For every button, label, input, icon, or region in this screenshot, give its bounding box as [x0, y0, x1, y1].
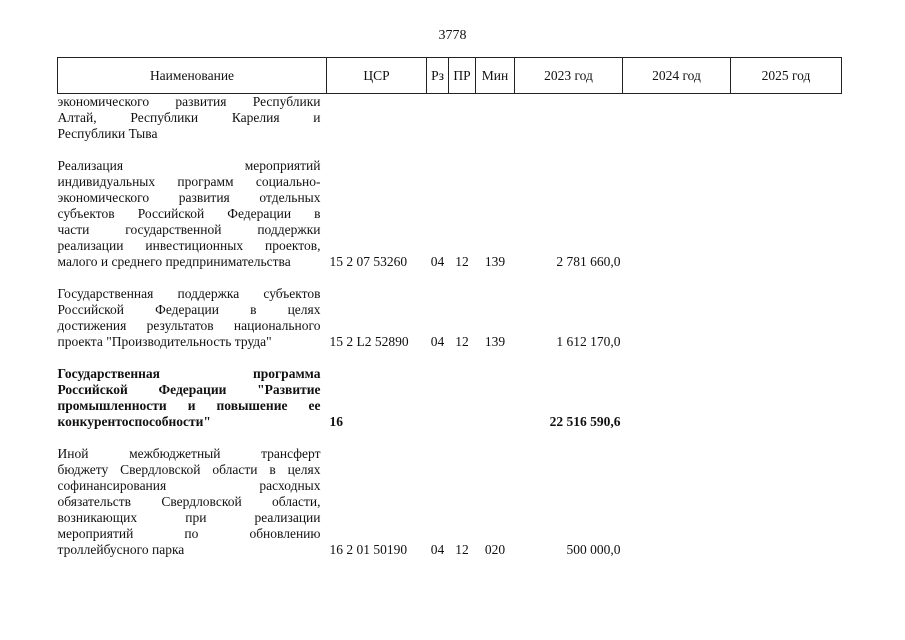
name-line: Алтай, Республики Карелия и — [57, 110, 321, 125]
table-cell-csr: 16 2 01 50190 — [329, 542, 408, 557]
table-cell-2023: 1 612 170,0 — [556, 334, 621, 349]
header-pr: ПР — [449, 58, 476, 94]
name-line: Иной межбюджетный трансферт — [57, 446, 321, 461]
row-spacer-cell — [58, 350, 842, 366]
name-line: Республики Тыва — [57, 126, 158, 141]
table-cell-name — [58, 286, 327, 350]
table-cell-2024 — [623, 446, 731, 558]
name-line: обязательств Свердловской области, — [57, 494, 321, 509]
page-number: 3778 — [438, 28, 467, 43]
name-line: мероприятий по обновлению — [57, 526, 321, 541]
name-line: проекта "Производительность труда" — [57, 334, 272, 349]
table-cell-rz: 04 — [430, 254, 445, 269]
table-cell-rz: 04 — [430, 334, 445, 349]
table-cell-2025 — [731, 286, 842, 350]
table-cell-csr — [327, 94, 427, 143]
table-cell-pr — [449, 366, 476, 430]
name-line: реализации инвестиционных проектов, — [57, 238, 321, 253]
table-cell-2025 — [731, 158, 842, 270]
table-cell-2023: 500 000,0 — [566, 542, 621, 557]
table-cell-min — [476, 94, 515, 143]
table-cell-csr: 15 2 07 53260 — [329, 254, 408, 269]
table-cell-name — [58, 158, 327, 270]
table-cell-2023: 22 516 590,6 — [549, 414, 621, 429]
name-line: индивидуальных программ социально- — [57, 174, 321, 189]
table-header-row — [58, 58, 842, 94]
table-cell-rz — [427, 366, 449, 430]
table-cell-pr: 12 — [455, 542, 469, 557]
table-cell-2023 — [515, 94, 623, 143]
table-cell-rz — [427, 94, 449, 143]
name-line: конкурентоспособности" — [57, 414, 211, 429]
table-cell-min: 139 — [484, 334, 506, 349]
table-row — [58, 286, 842, 350]
table-cell-min: 139 — [484, 254, 506, 269]
name-line: Реализация мероприятий — [57, 158, 321, 173]
name-line: Государственная программа — [57, 366, 321, 381]
table-cell-2024 — [623, 366, 731, 430]
table-cell-min: 020 — [484, 542, 506, 557]
name-line: промышленности и повышение ее — [57, 398, 321, 413]
header-min: Мин — [476, 58, 515, 94]
name-line: субъектов Российской Федерации в — [57, 206, 321, 221]
header-rz: Рз — [427, 58, 449, 94]
name-line: Российской Федерации в целях — [57, 302, 321, 317]
table-cell-csr: 16 — [329, 414, 343, 429]
table-cell-2025 — [731, 366, 842, 430]
table-cell-pr: 12 — [455, 254, 469, 269]
table-cell-name — [58, 446, 327, 558]
table-cell-2024 — [623, 94, 731, 143]
header-2025: 2025 год — [731, 58, 842, 94]
table-row — [58, 446, 842, 558]
header-csr: ЦСР — [327, 58, 427, 94]
table-row — [58, 94, 842, 143]
name-line: бюджету Свердловской области в целях — [57, 462, 321, 477]
header-name: Наименование — [58, 58, 327, 94]
table-cell-2025 — [731, 94, 842, 143]
name-line: части государственной поддержки — [57, 222, 321, 237]
table-cell-rz: 04 — [430, 542, 445, 557]
table-row — [58, 366, 842, 430]
table-cell-2023: 2 781 660,0 — [556, 254, 621, 269]
row-spacer — [58, 350, 842, 366]
row-spacer — [58, 270, 842, 286]
name-line: Государственная поддержка субъектов — [57, 286, 321, 301]
row-spacer — [58, 430, 842, 446]
table-cell-min — [476, 366, 515, 430]
name-line: малого и среднего предпринимательства — [57, 254, 291, 269]
table-cell-name — [58, 366, 327, 430]
table-cell-csr: 15 2 L2 52890 — [329, 334, 409, 349]
name-line: экономического развития Республики — [57, 94, 321, 109]
row-spacer-cell — [58, 430, 842, 446]
row-spacer-cell — [58, 142, 842, 158]
table-cell-2024 — [623, 286, 731, 350]
row-spacer-cell — [58, 270, 842, 286]
name-line: Российской Федерации "Развитие — [57, 382, 321, 397]
table-body — [58, 94, 842, 559]
table-cell-pr — [449, 94, 476, 143]
table-cell-name — [58, 94, 327, 143]
table-cell-pr: 12 — [455, 334, 469, 349]
header-2023: 2023 год — [515, 58, 623, 94]
name-line: экономического развития отдельных — [57, 190, 321, 205]
name-line: достижения результатов национального — [57, 318, 321, 333]
name-line: возникающих при реализации — [57, 510, 321, 525]
row-spacer — [58, 142, 842, 158]
table-cell-2024 — [623, 158, 731, 270]
name-line: софинансирования расходных — [57, 478, 321, 493]
budget-table — [57, 57, 842, 558]
header-2024: 2024 год — [623, 58, 731, 94]
table-row — [58, 158, 842, 270]
name-line: троллейбусного парка — [57, 542, 185, 557]
table-cell-2025 — [731, 446, 842, 558]
